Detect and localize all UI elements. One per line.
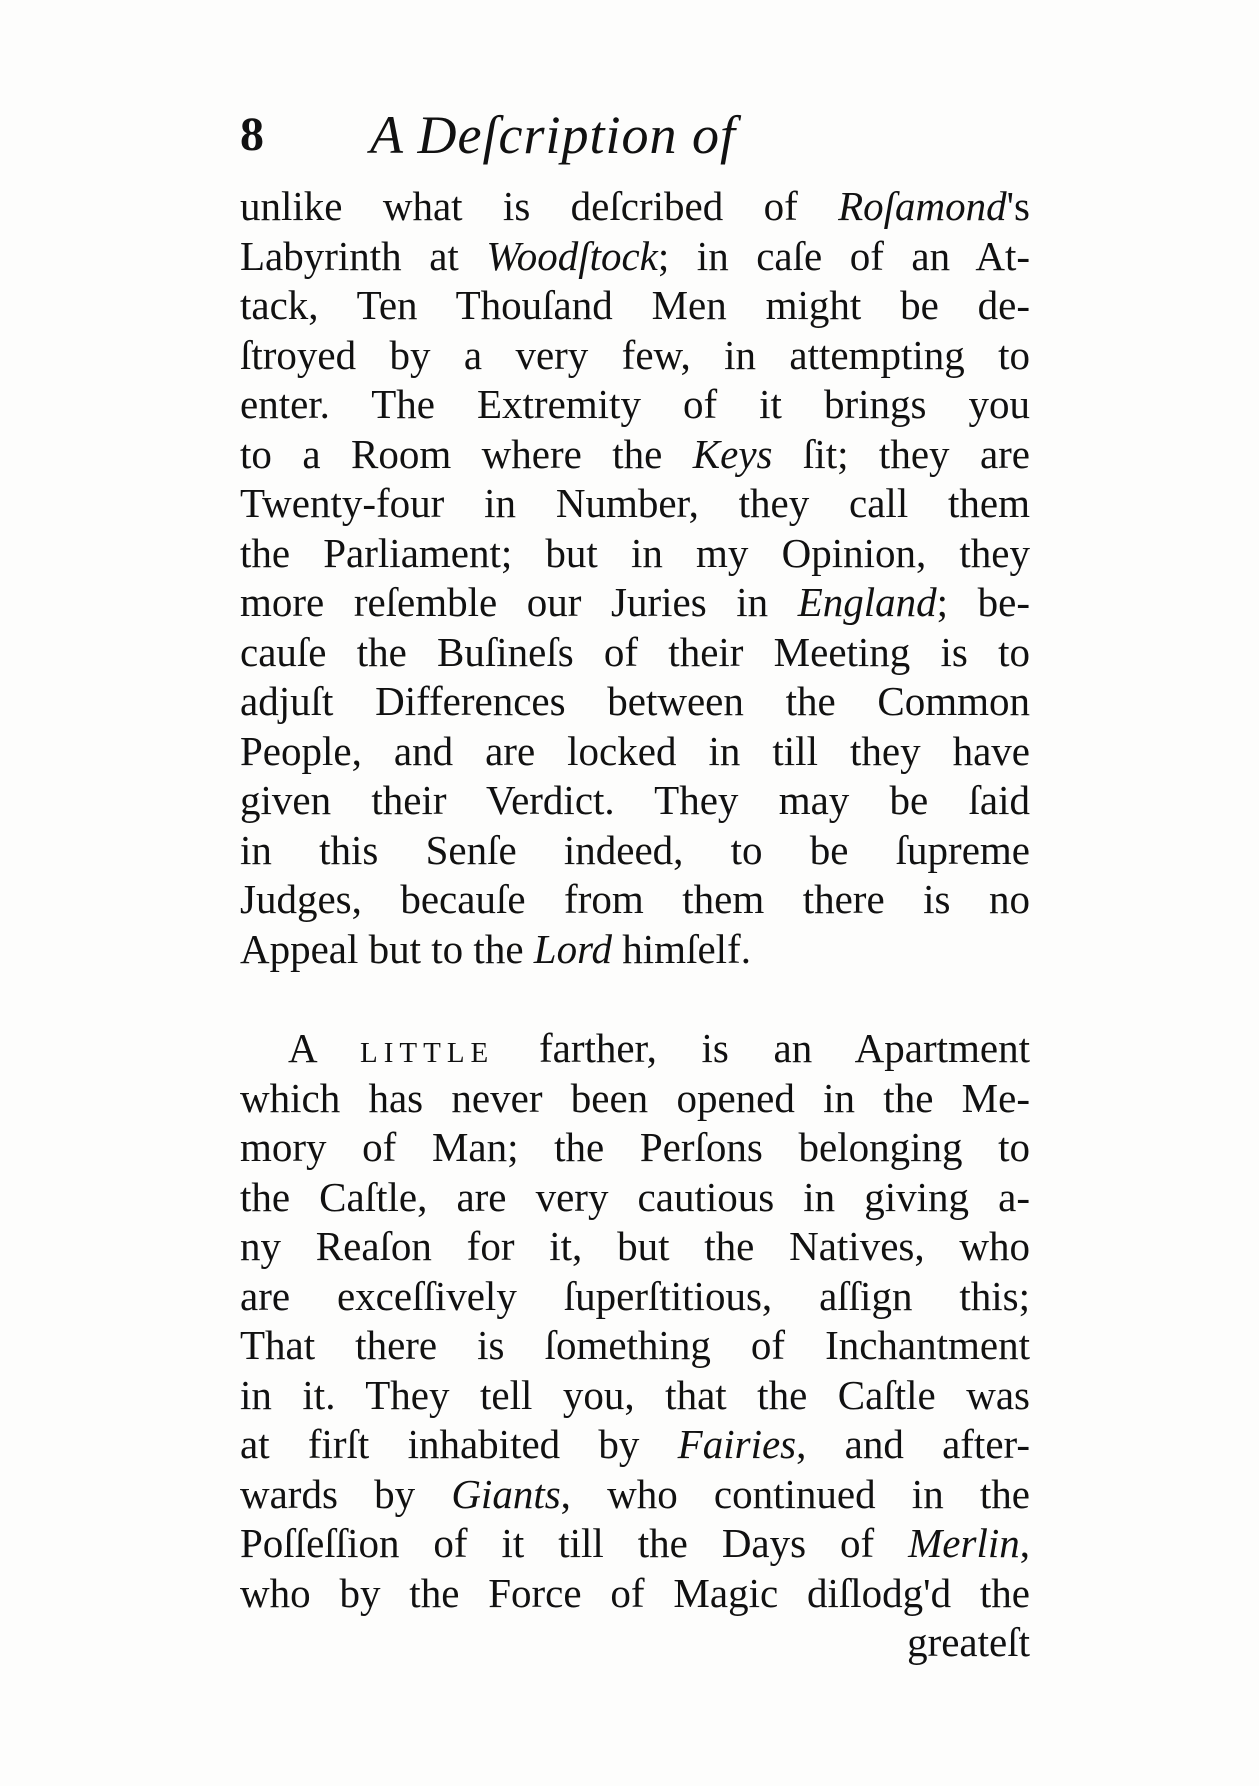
text-line: A little farther, is an Apartment [288,1025,1030,1071]
text-line: Twenty-four in Number, they call them [240,480,1030,526]
text-line: That there is ſomething of Inchantment [240,1322,1030,1368]
text-line: to a Room where the Keys ſit; they are [240,430,1031,477]
running-head: A Deſcription of [370,105,736,165]
text-line: ſtroyed by a very few, in attempting to [240,331,1030,378]
text-line: in this Senſe indeed, to be ſupreme [240,826,1030,873]
text-line: enter. The Extremity of it brings you [240,381,1030,427]
text-line: Labyrinth at Woodſtock; in caſe of an At- [240,232,1030,279]
text-line: wards by Giants, who continued in the [240,1470,1030,1517]
paragraph-gap [240,974,1030,1024]
text-line: given their Verdict. They may be ſaid [240,777,1030,823]
text-line: the Caſtle, are very cautious in giving a- [240,1173,1030,1220]
text-line: Poſſeſſion of it till the Days of Merlin, [240,1520,1030,1566]
text-line: adjuſt Differences between the Common [240,678,1030,724]
text-line: People, and are locked in till they have [240,727,1030,774]
text-line: who by the Force of Magic diſlodg'd the [240,1569,1030,1616]
text-line: are exceſſively ſuperſtitious, aſſign this; [240,1272,1030,1319]
text-line: which has never been opened in the Me- [240,1074,1030,1121]
text-line: unlike what is deſcribed of Roſamond's [240,183,1030,229]
text-line: Appeal but to the Lord himſelf. [240,925,751,972]
paragraph-2 [240,1024,1030,1668]
text-line: the Parliament; but in my Opinion, they [240,529,1030,576]
page-number: 8 [240,108,264,161]
catchword: greateſt [907,1619,1030,1665]
text-line: in it. They tell you, that the Caſtle was [240,1371,1030,1418]
text-line: cauſe the Buſineſs of their Meeting is to [240,628,1030,675]
text-line: mory of Man; the Perſons belonging to [240,1124,1030,1170]
body-text [240,182,1030,1668]
text-line: at firſt inhabited by Fairies, and after- [240,1421,1030,1467]
page-header [240,100,1040,170]
text-line: more reſemble our Juries in England; be- [240,579,1030,625]
paragraph-1 [240,182,1030,974]
text-line: Judges, becauſe from them there is no [240,876,1030,922]
text-line: ny Reaſon for it, but the Natives, who [240,1223,1030,1269]
text-line: tack, Ten Thouſand Men might be de- [240,282,1030,328]
